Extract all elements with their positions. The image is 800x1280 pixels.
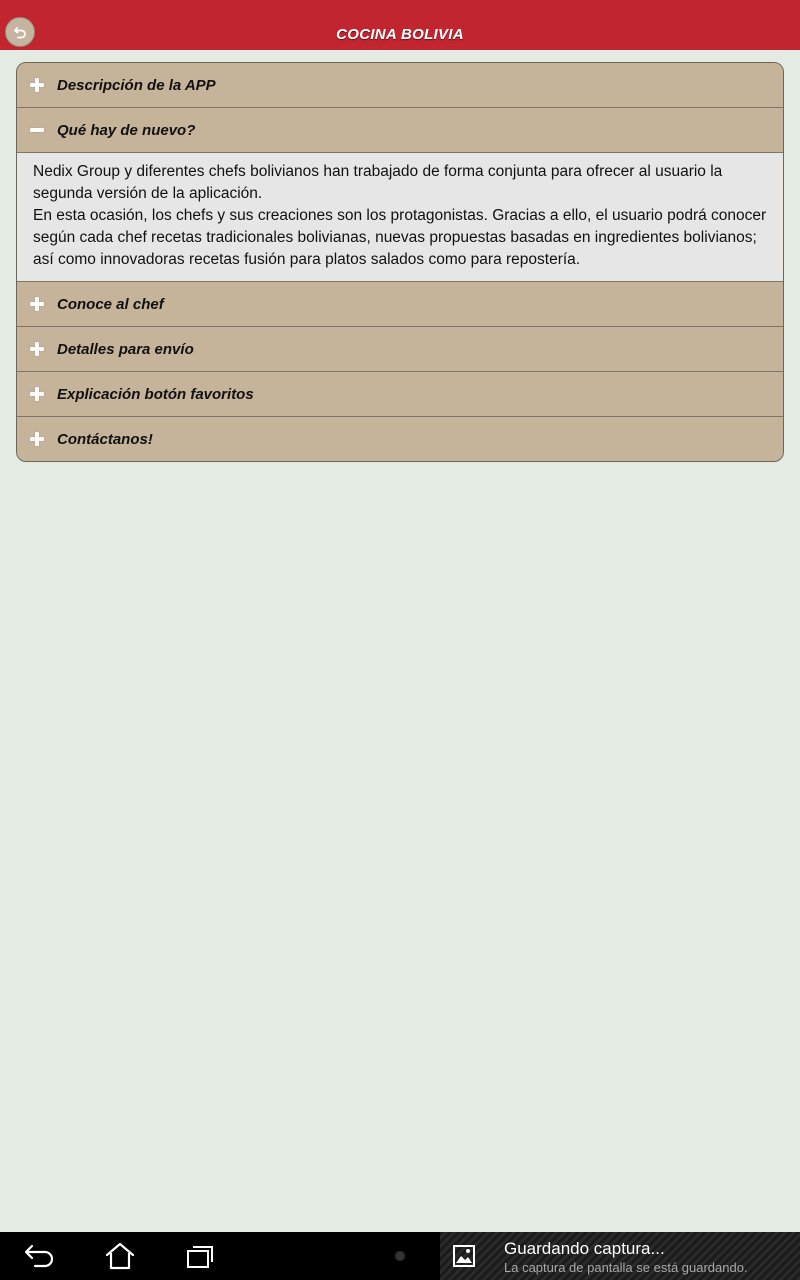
nav-back-button[interactable]	[20, 1240, 60, 1272]
accordion-item-favoritos	[17, 371, 783, 416]
body-paragraph: Nedix Group y diferentes chefs bolivianos han trabajado de forma conjunta para ofrecer al usuario la segunda versión de la aplicación.	[33, 163, 723, 202]
accordion-header-novedades[interactable]	[17, 107, 783, 152]
accordion-label: Explicación botón favoritos	[57, 385, 254, 403]
notification-title: Guardando captura...	[504, 1239, 665, 1258]
accordion-item-novedades	[17, 107, 783, 281]
accordion-label: Descripción de la APP	[57, 76, 216, 94]
minus-icon	[30, 123, 44, 137]
nav-recent-apps-button[interactable]	[180, 1240, 220, 1272]
accordion-label: Conoce al chef	[57, 295, 164, 313]
accordion-header-chef[interactable]	[17, 281, 783, 326]
back-button[interactable]	[5, 17, 35, 47]
accordion-item-envio	[17, 326, 783, 371]
accordion-header-favoritos[interactable]	[17, 371, 783, 416]
plus-icon	[30, 78, 44, 92]
page-title: COCINA BOLIVIA	[336, 25, 464, 43]
accordion-header-contacto[interactable]	[17, 416, 783, 461]
image-icon	[453, 1245, 475, 1267]
back-arrow-icon	[12, 24, 28, 40]
plus-icon	[30, 432, 44, 446]
notification-subtitle: La captura de pantalla se está guardando.	[504, 1260, 748, 1275]
info-accordion	[16, 62, 784, 462]
app-header	[0, 0, 800, 50]
body-paragraph: En esta ocasión, los chefs y sus creaciones son los protagonistas. Gracias a ello, el usuario podrá conocer según cada chef recetas tradicionales bolivianas, nuevas propuestas basadas en ingredientes bolivianos; así como innovadoras recetas fusión para platos salados como para repostería.	[33, 207, 767, 268]
accordion-body-novedades	[17, 152, 783, 281]
accordion-header-envio[interactable]	[17, 326, 783, 371]
accordion-item-chef	[17, 281, 783, 326]
plus-icon	[30, 387, 44, 401]
recent-apps-icon	[184, 1242, 216, 1270]
system-nav-bar	[0, 1232, 800, 1280]
accordion-item-descripcion	[17, 63, 783, 107]
status-dot	[395, 1251, 405, 1261]
accordion-header-descripcion[interactable]	[17, 63, 783, 107]
accordion-label: Qué hay de nuevo?	[57, 121, 196, 139]
plus-icon	[30, 297, 44, 311]
screenshot-notification[interactable]	[440, 1232, 800, 1280]
home-icon	[104, 1241, 136, 1271]
accordion-item-contacto	[17, 416, 783, 461]
accordion-label: Contáctanos!	[57, 430, 153, 448]
back-icon	[23, 1242, 57, 1270]
accordion-label: Detalles para envío	[57, 340, 194, 358]
nav-home-button[interactable]	[100, 1240, 140, 1272]
plus-icon	[30, 342, 44, 356]
